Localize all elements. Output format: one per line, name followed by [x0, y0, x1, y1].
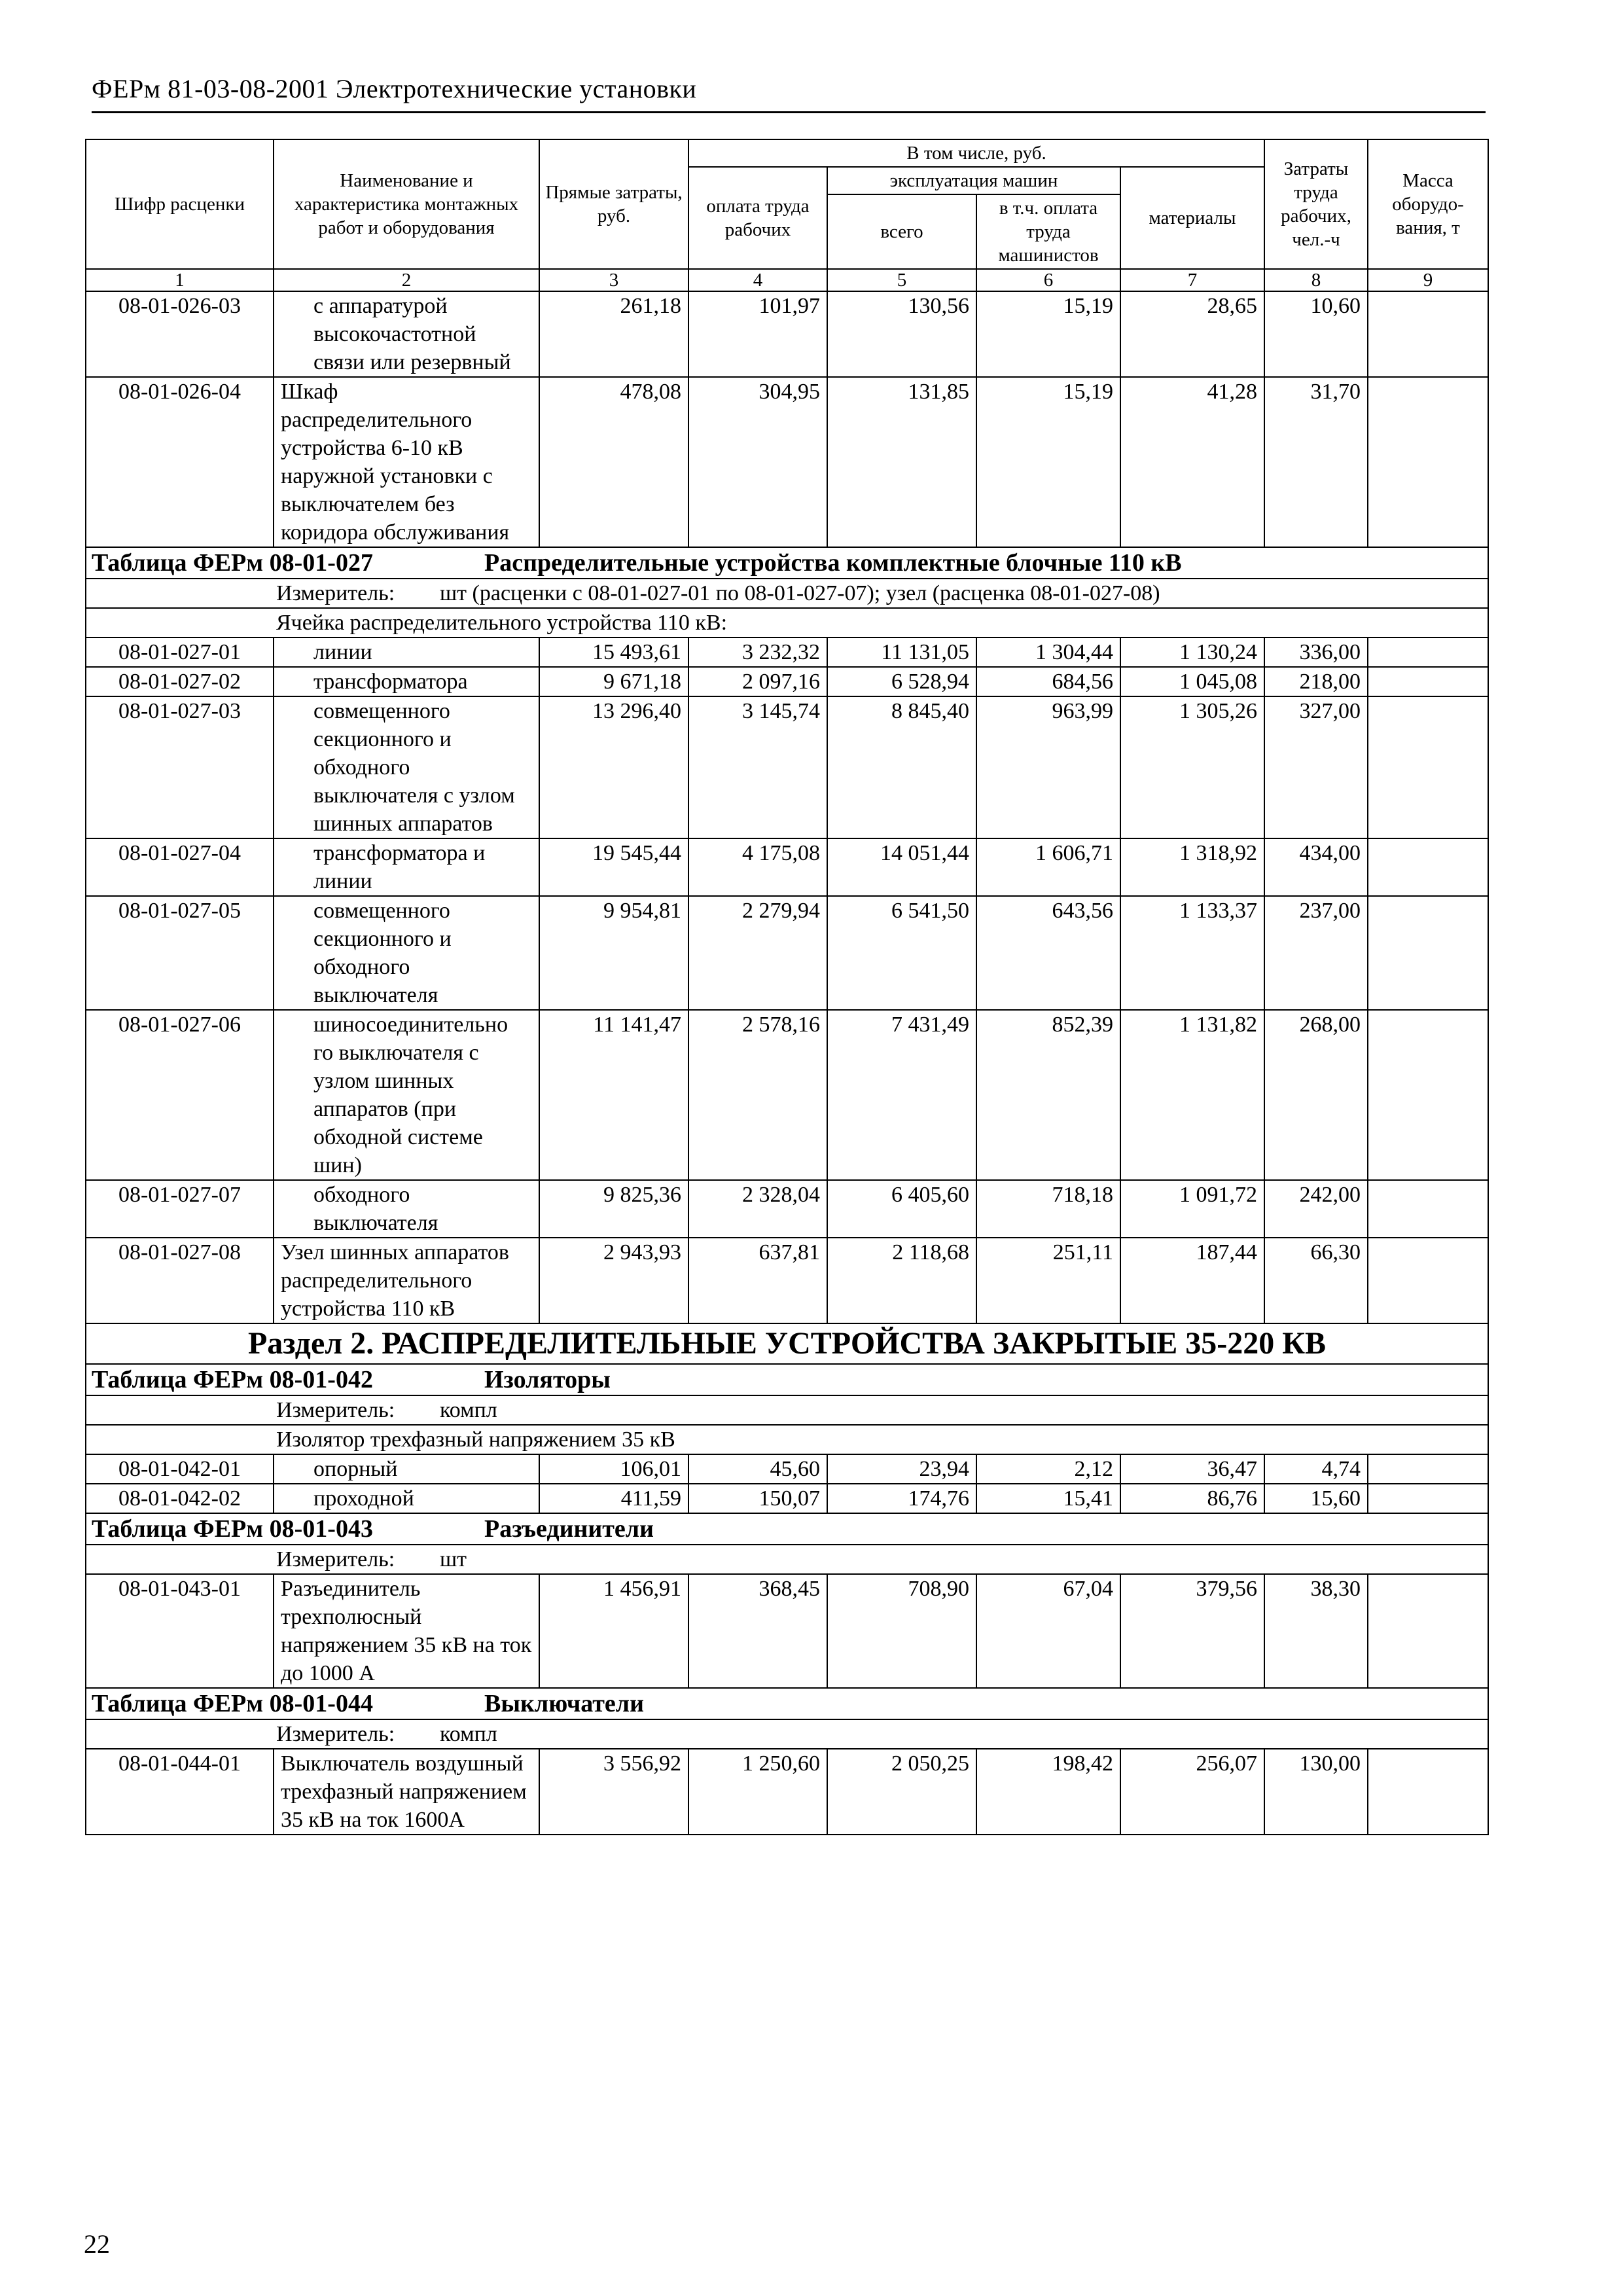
rate-code: 08-01-027-02: [86, 667, 274, 696]
machines-operator-pay: 718,18: [976, 1180, 1120, 1238]
labor-hours: 130,00: [1264, 1749, 1368, 1835]
materials: 1 130,24: [1120, 637, 1264, 667]
table-042-measure-row: [86, 1395, 1488, 1425]
labor-pay: 2 097,16: [688, 667, 827, 696]
col-number: 3: [539, 269, 688, 291]
col-name-header: Наименование и характеристика монтажных работ и оборудования: [274, 139, 539, 269]
machines-operator-pay: 251,11: [976, 1238, 1120, 1323]
col-including-header: В том числе, руб.: [688, 139, 1264, 167]
table-label: Таблица ФЕРм 08-01-044: [92, 1690, 373, 1717]
rate-code: 08-01-026-03: [86, 291, 274, 377]
machines-total: 708,90: [827, 1574, 976, 1688]
machines-operator-pay: 684,56: [976, 667, 1120, 696]
work-name: с аппаратурой высокочастотной связи или резервный: [274, 291, 539, 377]
materials: 1 318,92: [1120, 838, 1264, 896]
rate-code: 08-01-042-01: [86, 1454, 274, 1484]
work-name: трансформатора и линии: [274, 838, 539, 896]
work-name: Узел шинных аппаратов распределительного устройства 110 кВ: [274, 1238, 539, 1323]
work-name: совмещенного секционного и обходного выключателя с узлом шинных аппаратов: [274, 696, 539, 838]
rate-code: 08-01-042-02: [86, 1484, 274, 1513]
table-044-measure-row: [86, 1719, 1488, 1749]
rate-row: [86, 637, 1488, 667]
table-027-measure-row: [86, 579, 1488, 608]
measure-unit: компл: [440, 1722, 497, 1746]
machines-total: 6 405,60: [827, 1180, 976, 1238]
col-number: 8: [1264, 269, 1368, 291]
col-labor-header: оплата труда рабочих: [688, 167, 827, 269]
labor-hours: 15,60: [1264, 1484, 1368, 1513]
work-name: совмещенного секционного и обходного выключателя: [274, 896, 539, 1010]
machines-operator-pay: 15,19: [976, 291, 1120, 377]
table-042-group-row: [86, 1425, 1488, 1454]
table-044-title-row: [86, 1688, 1488, 1719]
labor-hours: 242,00: [1264, 1180, 1368, 1238]
rate-code: 08-01-027-04: [86, 838, 274, 896]
col-machines-header: эксплуатация машин: [827, 167, 1120, 194]
direct-costs: 106,01: [539, 1454, 688, 1484]
col-number: 6: [976, 269, 1120, 291]
table-label: Таблица ФЕРм 08-01-043: [92, 1515, 373, 1543]
labor-pay: 304,95: [688, 377, 827, 547]
direct-costs: 3 556,92: [539, 1749, 688, 1835]
rate-row: [86, 291, 1488, 377]
table-title: Распределительные устройства комплектные блочные 110 кВ: [484, 549, 1182, 577]
labor-pay: 2 578,16: [688, 1010, 827, 1180]
labor-hours: 434,00: [1264, 838, 1368, 896]
direct-costs: 411,59: [539, 1484, 688, 1513]
table-title: Разъединители: [484, 1515, 654, 1543]
machines-total: 174,76: [827, 1484, 976, 1513]
equipment-mass: [1368, 1010, 1488, 1180]
measure-unit: шт (расценки с 08-01-027-01 по 08-01-027-07); узел (расценка 08-01-027-08): [440, 581, 1160, 605]
group-caption: Изолятор трехфазный напряжением 35 кВ: [86, 1425, 1488, 1454]
materials: 1 133,37: [1120, 896, 1264, 1010]
labor-hours: 327,00: [1264, 696, 1368, 838]
rate-row: [86, 1749, 1488, 1835]
col-machines-total-header: всего: [827, 194, 976, 269]
materials: 379,56: [1120, 1574, 1264, 1688]
measure-label: Измеритель:: [276, 1547, 395, 1571]
direct-costs: 19 545,44: [539, 838, 688, 896]
materials: 1 045,08: [1120, 667, 1264, 696]
equipment-mass: [1368, 637, 1488, 667]
measure-unit: компл: [440, 1398, 497, 1422]
rate-row: [86, 1238, 1488, 1323]
labor-pay: 2 328,04: [688, 1180, 827, 1238]
labor-pay: 3 145,74: [688, 696, 827, 838]
materials: 86,76: [1120, 1484, 1264, 1513]
col-hours-header: Затраты труда рабочих, чел.-ч: [1264, 139, 1368, 269]
table-label: Таблица ФЕРм 08-01-042: [92, 1366, 373, 1393]
col-number: 7: [1120, 269, 1264, 291]
materials: 1 131,82: [1120, 1010, 1264, 1180]
table-027-group-row: [86, 608, 1488, 637]
work-name: шиносоединительно го выключателя с узлом шинных аппаратов (при обходной системе шин): [274, 1010, 539, 1180]
machines-operator-pay: 15,19: [976, 377, 1120, 547]
col-number: 5: [827, 269, 976, 291]
materials: 256,07: [1120, 1749, 1264, 1835]
machines-total: 131,85: [827, 377, 976, 547]
rates-table: [85, 139, 1489, 1835]
rate-row: [86, 1454, 1488, 1484]
machines-total: 2 050,25: [827, 1749, 976, 1835]
labor-pay: 2 279,94: [688, 896, 827, 1010]
equipment-mass: [1368, 1574, 1488, 1688]
equipment-mass: [1368, 1484, 1488, 1513]
measure-label: Измеритель:: [276, 581, 395, 605]
measure-label: Измеритель:: [276, 1722, 395, 1746]
machines-total: 8 845,40: [827, 696, 976, 838]
work-name: Выключатель воздушный трехфазный напряжением 35 кВ на ток 1600А: [274, 1749, 539, 1835]
machines-operator-pay: 2,12: [976, 1454, 1120, 1484]
rate-code: 08-01-027-01: [86, 637, 274, 667]
rate-code: 08-01-027-07: [86, 1180, 274, 1238]
machines-total: 7 431,49: [827, 1010, 976, 1180]
labor-hours: 237,00: [1264, 896, 1368, 1010]
labor-hours: 336,00: [1264, 637, 1368, 667]
direct-costs: 9 954,81: [539, 896, 688, 1010]
machines-total: 6 541,50: [827, 896, 976, 1010]
work-name: Разъединитель трехполюсный напряжением 35 кВ на ток до 1000 А: [274, 1574, 539, 1688]
equipment-mass: [1368, 1180, 1488, 1238]
machines-operator-pay: 963,99: [976, 696, 1120, 838]
work-name: проходной: [274, 1484, 539, 1513]
labor-pay: 45,60: [688, 1454, 827, 1484]
direct-costs: 478,08: [539, 377, 688, 547]
machines-total: 11 131,05: [827, 637, 976, 667]
rate-code: 08-01-027-06: [86, 1010, 274, 1180]
materials: 187,44: [1120, 1238, 1264, 1323]
direct-costs: 261,18: [539, 291, 688, 377]
rate-code: 08-01-026-04: [86, 377, 274, 547]
equipment-mass: [1368, 1454, 1488, 1484]
rate-row: [86, 1574, 1488, 1688]
equipment-mass: [1368, 1749, 1488, 1835]
machines-total: 2 118,68: [827, 1238, 976, 1323]
rate-code: 08-01-027-05: [86, 896, 274, 1010]
direct-costs: 9 825,36: [539, 1180, 688, 1238]
materials: 1 305,26: [1120, 696, 1264, 838]
materials: 28,65: [1120, 291, 1264, 377]
table-027-title-row: [86, 547, 1488, 579]
equipment-mass: [1368, 896, 1488, 1010]
machines-total: 6 528,94: [827, 667, 976, 696]
labor-hours: 38,30: [1264, 1574, 1368, 1688]
col-number: 9: [1368, 269, 1488, 291]
col-number: 4: [688, 269, 827, 291]
col-code-header: Шифр расценки: [86, 139, 274, 269]
table-042-title-row: [86, 1364, 1488, 1395]
machines-operator-pay: 643,56: [976, 896, 1120, 1010]
section-2-title-row: [86, 1323, 1488, 1364]
labor-hours: 218,00: [1264, 667, 1368, 696]
rate-row: [86, 1484, 1488, 1513]
labor-pay: 101,97: [688, 291, 827, 377]
machines-operator-pay: 198,42: [976, 1749, 1120, 1835]
machines-operator-pay: 15,41: [976, 1484, 1120, 1513]
work-name: Шкаф распределительного устройства 6-10 кВ наружной установки с выключателем без коридора обслуживания: [274, 377, 539, 547]
rate-code: 08-01-043-01: [86, 1574, 274, 1688]
group-caption: Ячейка распределительного устройства 110 кВ:: [86, 608, 1488, 637]
rate-row: [86, 1180, 1488, 1238]
page-header: ФЕРм 81-03-08-2001 Электротехнические установки: [92, 73, 1486, 113]
labor-pay: 150,07: [688, 1484, 827, 1513]
machines-total: 130,56: [827, 291, 976, 377]
machines-total: 23,94: [827, 1454, 976, 1484]
equipment-mass: [1368, 377, 1488, 547]
work-name: линии: [274, 637, 539, 667]
labor-hours: 268,00: [1264, 1010, 1368, 1180]
section-title: Раздел 2. РАСПРЕДЕЛИТЕЛЬНЫЕ УСТРОЙСТВА ЗАКРЫТЫЕ 35-220 КВ: [86, 1323, 1488, 1364]
labor-pay: 4 175,08: [688, 838, 827, 896]
labor-hours: 10,60: [1264, 291, 1368, 377]
page-number: 22: [84, 2229, 110, 2259]
machines-operator-pay: 1 304,44: [976, 637, 1120, 667]
rate-row: [86, 667, 1488, 696]
machines-operator-pay: 852,39: [976, 1010, 1120, 1180]
direct-costs: 11 141,47: [539, 1010, 688, 1180]
rate-code: 08-01-027-08: [86, 1238, 274, 1323]
materials: 41,28: [1120, 377, 1264, 547]
table-label: Таблица ФЕРм 08-01-027: [92, 549, 373, 577]
measure-unit: шт: [440, 1547, 467, 1571]
col-machines-pay-header: в т.ч. оплата труда машинистов: [976, 194, 1120, 269]
table-043-title-row: [86, 1513, 1488, 1545]
direct-costs: 1 456,91: [539, 1574, 688, 1688]
labor-pay: 3 232,32: [688, 637, 827, 667]
rate-row: [86, 1010, 1488, 1180]
column-numbers-row: [86, 269, 1488, 291]
direct-costs: 9 671,18: [539, 667, 688, 696]
machines-operator-pay: 67,04: [976, 1574, 1120, 1688]
col-number: 1: [86, 269, 274, 291]
equipment-mass: [1368, 667, 1488, 696]
labor-pay: 1 250,60: [688, 1749, 827, 1835]
col-materials-header: материалы: [1120, 167, 1264, 269]
rate-code: 08-01-027-03: [86, 696, 274, 838]
materials: 36,47: [1120, 1454, 1264, 1484]
measure-label: Измеритель:: [276, 1398, 395, 1422]
direct-costs: 2 943,93: [539, 1238, 688, 1323]
table-043-measure-row: [86, 1545, 1488, 1574]
work-name: трансформатора: [274, 667, 539, 696]
labor-pay: 368,45: [688, 1574, 827, 1688]
machines-operator-pay: 1 606,71: [976, 838, 1120, 896]
equipment-mass: [1368, 1238, 1488, 1323]
work-name: обходного выключателя: [274, 1180, 539, 1238]
labor-hours: 4,74: [1264, 1454, 1368, 1484]
col-mass-header: Масса оборудо-вания, т: [1368, 139, 1488, 269]
labor-hours: 31,70: [1264, 377, 1368, 547]
col-number: 2: [274, 269, 539, 291]
rate-row: [86, 696, 1488, 838]
equipment-mass: [1368, 291, 1488, 377]
labor-hours: 66,30: [1264, 1238, 1368, 1323]
work-name: опорный: [274, 1454, 539, 1484]
rate-code: 08-01-044-01: [86, 1749, 274, 1835]
machines-total: 14 051,44: [827, 838, 976, 896]
equipment-mass: [1368, 838, 1488, 896]
direct-costs: 15 493,61: [539, 637, 688, 667]
labor-pay: 637,81: [688, 1238, 827, 1323]
materials: 1 091,72: [1120, 1180, 1264, 1238]
rate-row: [86, 838, 1488, 896]
direct-costs: 13 296,40: [539, 696, 688, 838]
rate-row: [86, 896, 1488, 1010]
rate-row: [86, 377, 1488, 547]
equipment-mass: [1368, 696, 1488, 838]
col-direct-header: Прямые затраты, руб.: [539, 139, 688, 269]
table-title: Изоляторы: [484, 1366, 611, 1393]
table-title: Выключатели: [484, 1690, 645, 1717]
